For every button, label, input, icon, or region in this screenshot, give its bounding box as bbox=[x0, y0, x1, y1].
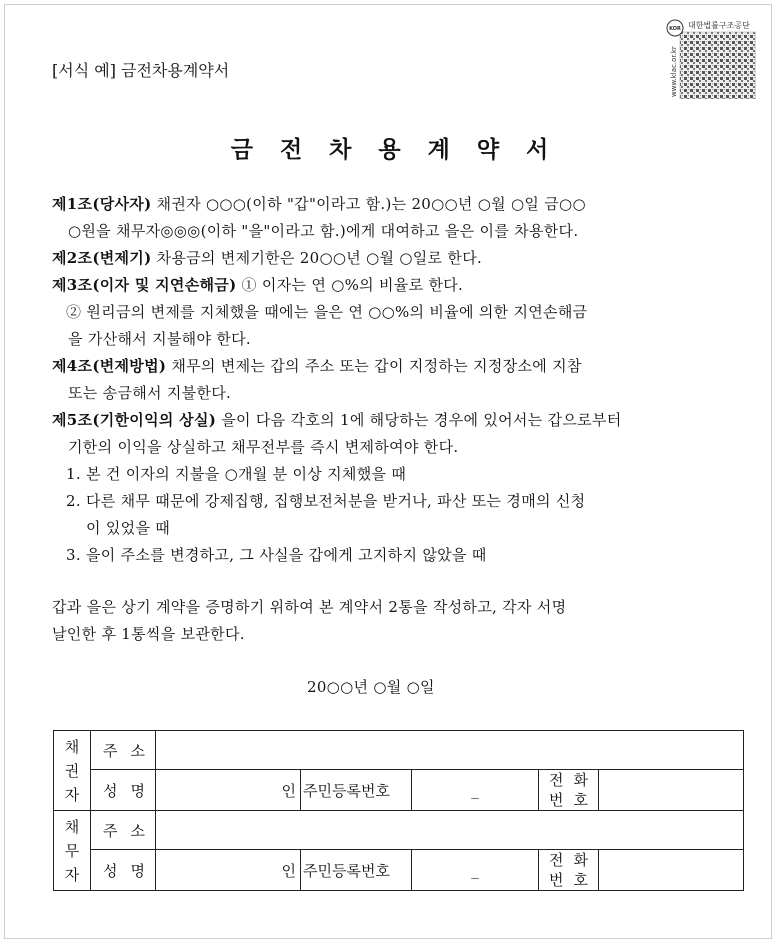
creditor-address-field[interactable] bbox=[156, 731, 744, 770]
debtor-role: 채 무 자 bbox=[54, 811, 91, 891]
article-2-heading: 제2조(변제기) bbox=[52, 249, 152, 267]
article-3-line-1: 제3조(이자 및 지연손해금) ① 이자는 연 ○%의 비율로 한다. bbox=[52, 276, 464, 294]
qr-code-icon bbox=[666, 17, 756, 99]
contract-date: 20○○년 ○월 ○일 bbox=[307, 678, 435, 696]
debtor-id-label: 주민등록번호 bbox=[301, 850, 412, 891]
creditor-role: 채 권 자 bbox=[54, 731, 91, 811]
article-5-item-3: 3. 을이 주소를 변경하고, 그 사실을 갑에게 고지하지 않았을 때 bbox=[66, 546, 487, 564]
article-5-item-1: 1. 본 건 이자의 지불을 ○개월 분 이상 지체했을 때 bbox=[66, 465, 407, 483]
article-4-heading: 제4조(변제방법) bbox=[52, 357, 167, 375]
article-4-line-1: 제4조(변제방법) 채무의 변제는 갑의 주소 또는 갑이 지정하는 지정장소에 지참 bbox=[52, 357, 582, 375]
debtor-id-field[interactable]: _ bbox=[412, 850, 539, 891]
closing-line-2: 날인한 후 1통씩을 보관한다. bbox=[52, 625, 245, 643]
article-3-heading: 제3조(이자 및 지연손해금) bbox=[52, 276, 237, 294]
creditor-name-field[interactable] bbox=[156, 770, 301, 811]
article-1-line-2: ○원을 채무자◎◎◎(이하 "을"이라고 함.)에게 대여하고 을은 이를 차용한다. bbox=[68, 222, 579, 240]
qr-stamp bbox=[666, 17, 756, 99]
creditor-address-label: 주 소 bbox=[91, 731, 156, 770]
article-5-line-1: 제5조(기한이익의 상실) 을이 다음 각호의 1에 해당하는 경우에 있어서는 갑으로부터 bbox=[52, 411, 622, 429]
debtor-address-label: 주 소 bbox=[91, 811, 156, 850]
article-1-line-1: 제1조(당사자) 채권자 ○○○(이하 "갑"이라고 함.)는 20○○년 ○월 ○일 금○○ bbox=[52, 195, 586, 213]
parties-table bbox=[53, 730, 744, 891]
stamp-logo: KOR bbox=[669, 26, 681, 32]
seal-mark: 인 bbox=[281, 781, 296, 800]
debtor-phone-field[interactable] bbox=[599, 850, 744, 891]
article-2-line-1: 제2조(변제기) 차용금의 변제기한은 20○○년 ○월 ○일로 한다. bbox=[52, 249, 483, 267]
article-5-line-2: 기한의 이익을 상실하고 채무전부를 즉시 변제하여야 한다. bbox=[68, 438, 459, 456]
creditor-name-label: 성 명 bbox=[91, 770, 156, 811]
article-4-line-2: 또는 송금해서 지불한다. bbox=[68, 384, 232, 402]
document-title: 금전차용계약서 bbox=[230, 136, 576, 163]
creditor-id-label: 주민등록번호 bbox=[301, 770, 412, 811]
debtor-name-field[interactable] bbox=[156, 850, 301, 891]
stamp-url: www.klac.or.kr bbox=[670, 46, 678, 97]
creditor-phone-field[interactable] bbox=[599, 770, 744, 811]
debtor-address-field[interactable] bbox=[156, 811, 744, 850]
article-5-item-2: 2. 다른 채무 때문에 강제집행, 집행보전처분을 받거나, 파산 또는 경매의 신청 bbox=[66, 492, 586, 510]
seal-mark: 인 bbox=[281, 861, 296, 880]
article-1-heading: 제1조(당사자) bbox=[52, 195, 152, 213]
article-5-item-2-cont: 이 있었을 때 bbox=[86, 519, 171, 537]
creditor-id-field[interactable]: _ bbox=[412, 770, 539, 811]
closing-line-1: 갑과 을은 상기 계약을 증명하기 위하여 본 계약서 2통을 작성하고, 각자 서명 bbox=[52, 598, 567, 616]
debtor-phone-label: 전화 번호 bbox=[539, 850, 599, 891]
form-label: [서식 예] 금전차용계약서 bbox=[52, 61, 230, 80]
debtor-name-label: 성 명 bbox=[91, 850, 156, 891]
article-5-heading: 제5조(기한이익의 상실) bbox=[52, 411, 217, 429]
article-3-line-3: 을 가산해서 지불해야 한다. bbox=[68, 330, 251, 348]
creditor-phone-label: 전화 번호 bbox=[539, 770, 599, 811]
article-3-line-2: ② 원리금의 변제를 지체했을 때에는 을은 연 ○○%의 비율에 의한 지연손해금 bbox=[66, 303, 588, 321]
stamp-org-name: 대한법률구조공단 bbox=[688, 21, 750, 30]
